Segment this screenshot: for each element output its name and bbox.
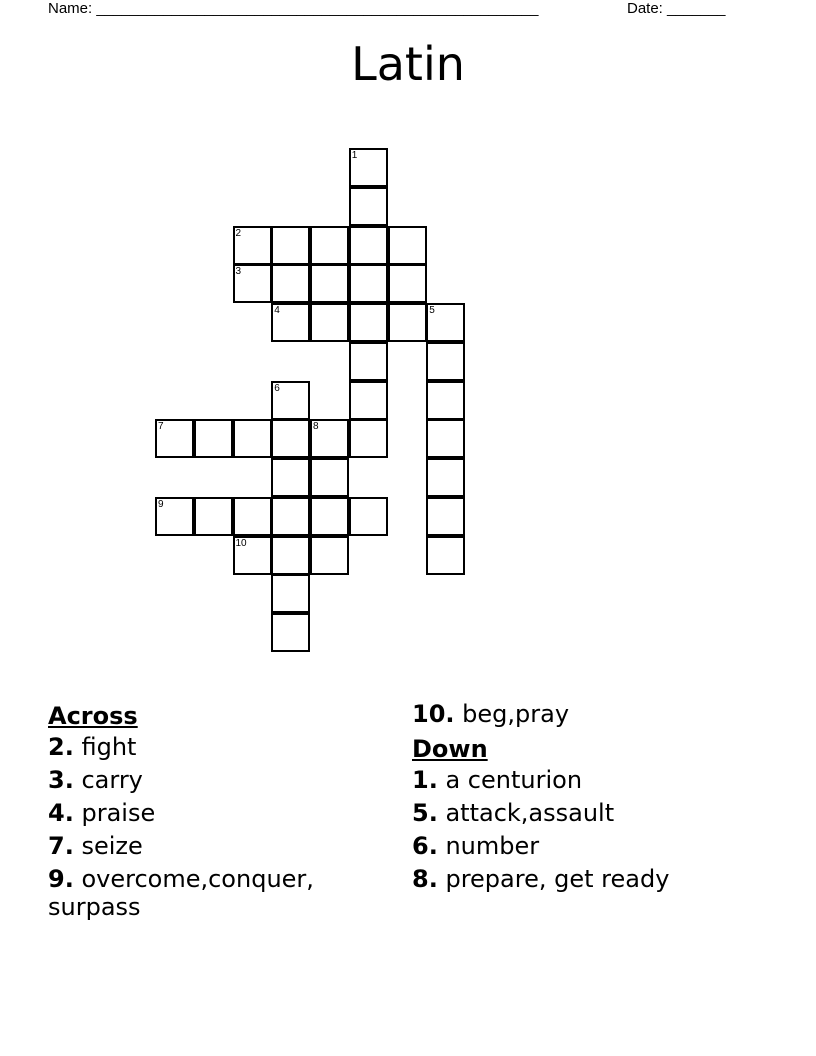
- crossword-cell[interactable]: [271, 497, 310, 536]
- clue-down-8: 8. prepare, get ready: [412, 865, 670, 893]
- crossword-cell[interactable]: [271, 226, 310, 265]
- crossword-cell[interactable]: [349, 148, 388, 187]
- crossword-cell[interactable]: [310, 419, 349, 458]
- clue-number: 7: [158, 421, 164, 433]
- crossword-cell[interactable]: [233, 264, 272, 303]
- down-heading: Down: [412, 735, 488, 763]
- crossword-cell[interactable]: [426, 342, 465, 381]
- clue-number: 6: [274, 382, 280, 394]
- crossword-cell[interactable]: [426, 381, 465, 420]
- name-field-label: Name: _____________________________________________________: [48, 0, 539, 17]
- crossword-cell[interactable]: [233, 497, 272, 536]
- crossword-cell[interactable]: [388, 264, 427, 303]
- crossword-cell[interactable]: [310, 536, 349, 575]
- across-heading: Across: [48, 702, 138, 730]
- clue-down-5: 5. attack,assault: [412, 799, 615, 827]
- crossword-cell[interactable]: [349, 303, 388, 342]
- clue-across-2: 2. fight: [48, 733, 137, 761]
- clue-number: 1: [351, 150, 358, 161]
- crossword-cell[interactable]: [310, 497, 349, 536]
- crossword-cell[interactable]: [271, 381, 310, 420]
- clue-number: 2: [235, 227, 242, 239]
- clue-across-10: 10. beg,pray: [412, 700, 570, 728]
- clue-across-4: 4. praise: [48, 799, 156, 827]
- crossword-cell[interactable]: [349, 187, 388, 226]
- crossword-cell[interactable]: [349, 264, 388, 303]
- clues-column-left: [48, 700, 378, 926]
- clue-number: 4: [274, 305, 280, 316]
- crossword-cell[interactable]: [271, 613, 310, 652]
- date-field-label: Date: _______: [627, 0, 726, 17]
- clues-column-right: [412, 700, 792, 898]
- crossword-cell[interactable]: [310, 226, 349, 265]
- crossword-cell[interactable]: [194, 419, 233, 458]
- crossword-cell[interactable]: [194, 497, 233, 536]
- crossword-cell[interactable]: [388, 226, 427, 265]
- crossword-cell[interactable]: [271, 574, 310, 613]
- page-title: Latin: [351, 37, 465, 91]
- crossword-cell[interactable]: [349, 497, 388, 536]
- crossword-cell[interactable]: [310, 264, 349, 303]
- clue-number: 8: [313, 421, 319, 433]
- crossword-cell[interactable]: [426, 458, 465, 497]
- crossword-cell[interactable]: [349, 342, 388, 381]
- crossword-cell[interactable]: [349, 419, 388, 458]
- crossword-cell[interactable]: [426, 497, 465, 536]
- crossword-cell[interactable]: [233, 419, 272, 458]
- crossword-cell[interactable]: [349, 226, 388, 265]
- crossword-cell[interactable]: [349, 381, 388, 420]
- crossword-cell[interactable]: [310, 458, 349, 497]
- crossword-cell[interactable]: [271, 419, 310, 458]
- crossword-cell[interactable]: [233, 226, 272, 265]
- clue-down-6: 6. number: [412, 832, 540, 860]
- crossword-cell[interactable]: [388, 303, 427, 342]
- crossword-cell[interactable]: [271, 536, 310, 575]
- crossword-cell[interactable]: [155, 419, 194, 458]
- crossword-cell[interactable]: [271, 264, 310, 303]
- crossword-cell[interactable]: [271, 458, 310, 497]
- clue-number: 10: [235, 537, 247, 549]
- crossword-cell[interactable]: [271, 303, 310, 342]
- clue-across-3: 3. carry: [48, 766, 143, 794]
- clue-number: 9: [158, 498, 164, 510]
- clue-number: 3: [235, 266, 242, 278]
- clue-across-7: 7. seize: [48, 832, 143, 860]
- clue-number: 5: [429, 305, 435, 316]
- crossword-cell[interactable]: [426, 536, 465, 575]
- clue-down-1: 1. a centurion: [412, 766, 583, 794]
- crossword-cell[interactable]: [310, 303, 349, 342]
- crossword-cell[interactable]: [426, 303, 465, 342]
- crossword-cell[interactable]: [155, 497, 194, 536]
- crossword-cell[interactable]: [426, 419, 465, 458]
- crossword-cell[interactable]: [233, 536, 272, 575]
- clue-across-9: 9. overcome,conquer, surpass: [48, 865, 314, 921]
